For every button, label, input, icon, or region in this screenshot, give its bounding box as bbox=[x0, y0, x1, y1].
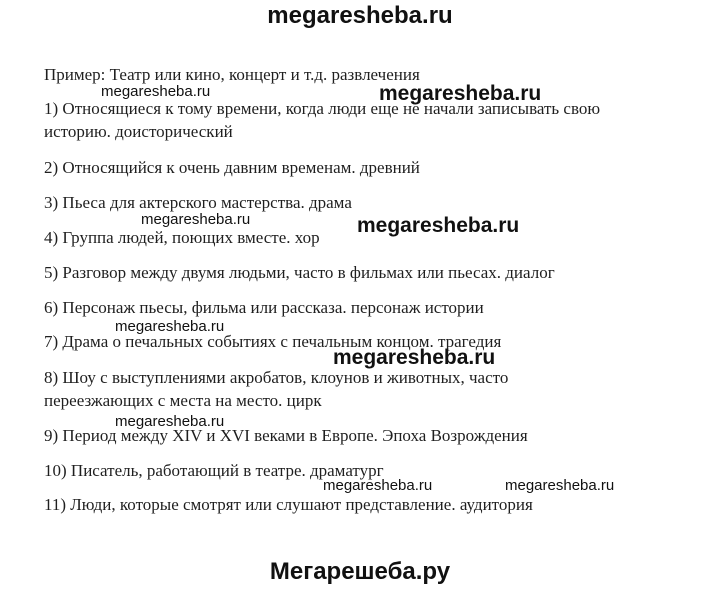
header-watermark: megaresheba.ru bbox=[267, 2, 453, 29]
item-5: 5) Разговор между двумя людьми, часто в фильмах или пьесах. диалог bbox=[44, 263, 555, 282]
item-7: 7) Драма о печальных событиях с печальным концом. трагедия bbox=[44, 332, 502, 351]
item-3: 3) Пьеса для актерского мастерства. драма bbox=[44, 193, 352, 212]
watermark: megaresheba.ru bbox=[323, 477, 433, 494]
item-8-line-1: 8) Шоу с выступлениями акробатов, клоунов и животных, часто bbox=[44, 368, 509, 387]
item-8-line-2: переезжающих с места на место. цирк bbox=[44, 391, 322, 410]
watermark: megaresheba.ru bbox=[115, 413, 225, 430]
item-10: 10) Писатель, работающий в театре. драматург bbox=[44, 461, 384, 480]
item-6: 6) Персонаж пьесы, фильма или рассказа. персонаж истории bbox=[44, 298, 484, 317]
item-4: 4) Группа людей, поющих вместе. хор bbox=[44, 228, 320, 247]
item-1-line-1: 1) Относящиеся к тому времени, когда люди еще не начали записывать свою bbox=[44, 99, 601, 118]
watermark: megaresheba.ru bbox=[115, 318, 225, 335]
watermark: megaresheba.ru bbox=[379, 82, 542, 105]
watermark: megaresheba.ru bbox=[505, 477, 615, 494]
watermark: megaresheba.ru bbox=[101, 83, 211, 100]
item-9: 9) Период между XIV и XVI веками в Европе. Эпоха Возрождения bbox=[44, 426, 528, 445]
footer-watermark: Мегарешеба.ру bbox=[269, 558, 451, 585]
watermark: megaresheba.ru bbox=[357, 214, 520, 237]
example-line: Пример: Театр или кино, концерт и т.д. развлечения bbox=[44, 65, 420, 84]
watermark: megaresheba.ru bbox=[333, 346, 496, 369]
watermark: megaresheba.ru bbox=[141, 211, 251, 228]
item-2: 2) Относящийся к очень давним временам. древний bbox=[44, 158, 420, 177]
item-1-line-2: историю. доисторический bbox=[44, 122, 233, 141]
item-11: 11) Люди, которые смотрят или слушают представление. аудитория bbox=[44, 495, 533, 514]
